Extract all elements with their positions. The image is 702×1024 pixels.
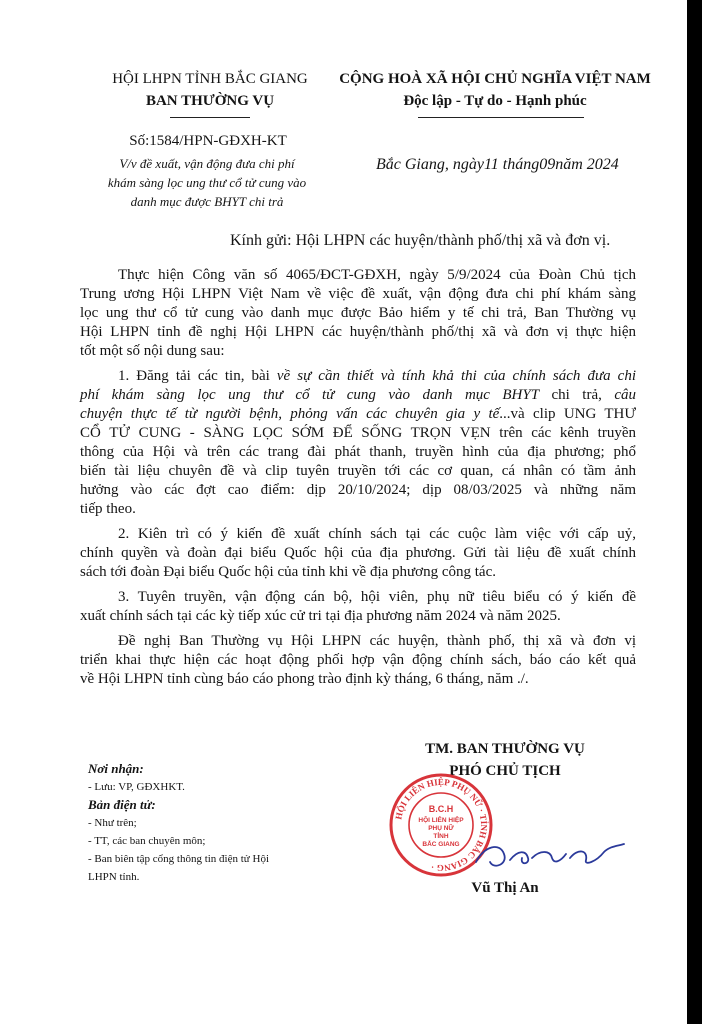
motto-underline	[418, 117, 584, 118]
item-1-line: chuyện thực tế từ người bệnh, phỏng vấn các chuyên gia y tế...và clip UNG THƯ	[80, 406, 637, 422]
svg-text:BẮC GIANG: BẮC GIANG	[422, 841, 460, 848]
item-1-line: biến tài liệu chuyên đề và clip tuyên truyền tới các cơ quan, cá nhân có tầm ảnh	[80, 463, 636, 479]
nation-title: CỘNG HOÀ XÃ HỘI CHỦ NGHĨA VIỆT NAM	[339, 71, 651, 87]
svg-text:TỈNH: TỈNH	[433, 833, 449, 840]
item-1-line: CỔ TỬ CUNG - SÀNG LỌC SỚM ĐỂ SỐNG TRỌN VẸN trên các kênh truyền	[80, 425, 636, 441]
recipients-block	[88, 760, 358, 886]
item-1-line: hưởng vào các đợt cao điểm: dịp 20/10/2024; dịp 08/03/2025 và những năm	[80, 482, 636, 498]
item-2-line: chính quyền và đoàn đại biểu Quốc hội của địa phương. Gửi tài liệu đề xuất chính	[80, 545, 636, 561]
recipient-line: Kính gửi: Hội LHPN các huyện/thành phố/thị xã và đơn vị.	[230, 232, 611, 249]
closing-line: triển khai thực hiện các hoạt động phối hợp vận động chính sách, báo cáo kết quả	[80, 652, 636, 668]
nation-motto: Độc lập - Tự do - Hạnh phúc	[403, 93, 587, 109]
document-number: Số:1584/HPN-GĐXH-KT	[129, 133, 287, 149]
intro-line: Hội LHPN tỉnh đề nghị Hội LHPN các huyện/thành phố/thị xã và đơn vị thực hiện	[80, 324, 636, 340]
item-1-line: phí khám sàng lọc ung thư cổ tử cung vào danh mục BHYT chi trả, câu	[80, 387, 636, 403]
electronic-title: Bản điện tử:	[88, 797, 156, 812]
item-1-line: tiếp theo.	[80, 501, 136, 517]
org-department: BAN THƯỜNG VỤ	[145, 93, 275, 109]
intro-line: Trung ương Hội LHPN Việt Nam về việc đề xuất, vận động đưa chi phí khám sàng	[80, 286, 636, 302]
signature-role: TM. BAN THƯỜNG VỤ PHÓ CHỦ TỊCH	[425, 741, 585, 779]
item-2-line: 2. Kiên trì có ý kiến đề xuất chính sách tại các cuộc làm việc với cấp uỷ,	[118, 526, 636, 542]
document-subject: V/v đề xuất, vận động đưa chi phí khám sàng lọc ung thư cổ tử cung vào danh mục được BHYT chi trả	[107, 156, 307, 209]
intro-line: tốt một số nội dung sau:	[80, 343, 225, 359]
item-1-line: thông của Hội và trên các trang đài phát thanh, truyền hình của địa phương; phổ	[80, 444, 636, 460]
intro-line: lọc ung thư cổ tử cung vào danh mục được Bảo hiểm y tế chi trả, Ban Thường vụ	[80, 305, 636, 321]
item-2-line: sách tới đoàn Đại biểu Quốc hội của tỉnh khi về địa phương công tác.	[80, 564, 496, 580]
closing-line: về Hội LHPN tỉnh cùng báo cáo phong trào định kỳ tháng, 6 tháng, năm ./.	[80, 671, 529, 687]
recipient-item: - Ban biên tập cổng thông tin điện tử Hội	[88, 853, 270, 865]
intro-line: Thực hiện Công văn số 4065/ĐCT-GĐXH, ngày 5/9/2024 của Đoàn Chủ tịch	[118, 267, 636, 283]
signer-name: Vũ Thị An	[471, 880, 539, 896]
closing-line: Đề nghị Ban Thường vụ Hội LHPN các huyện, thành phố, thị xã và đơn vị	[118, 633, 636, 649]
item-3-line: 3. Tuyên truyền, vận động cán bộ, hội viên, phụ nữ tiêu biểu có ý kiến đề	[118, 589, 636, 605]
org-name: HỘI LHPN TỈNH BẮC GIANG	[112, 71, 308, 87]
recipient-item: - TT, các ban chuyên môn;	[88, 835, 206, 847]
svg-text:HỘI LIÊN HIỆP: HỘI LIÊN HIỆP	[418, 817, 464, 824]
org-underline	[170, 117, 250, 118]
recipient-item: - Như trên;	[88, 817, 137, 829]
seal-ring-text: HỘI LIÊN HIỆP PHỤ NỮ · TỈNH BẮC GIANG ·	[393, 776, 490, 874]
item-1-line: 1. Đăng tải các tin, bài về sự cần thiết và tính khả thi của chính sách đưa chi	[118, 368, 636, 384]
recipients-title: Nơi nhận:	[88, 761, 144, 776]
recipient-item: - Lưu: VP, GĐXHKT.	[88, 781, 185, 793]
item-3-line: xuất chính sách tại các kỳ tiếp xúc cử tri tại địa phương năm 2024 và năm 2025.	[80, 608, 561, 624]
recipient-item: LHPN tỉnh.	[88, 871, 140, 883]
svg-text:PHỤ NỮ: PHỤ NỮ	[428, 825, 454, 832]
svg-text:B.C.H: B.C.H	[428, 804, 454, 814]
handwritten-signature	[470, 832, 630, 878]
letter-body	[80, 266, 636, 689]
document-date: Bắc Giang, ngày11 tháng09năm 2024	[376, 156, 619, 173]
